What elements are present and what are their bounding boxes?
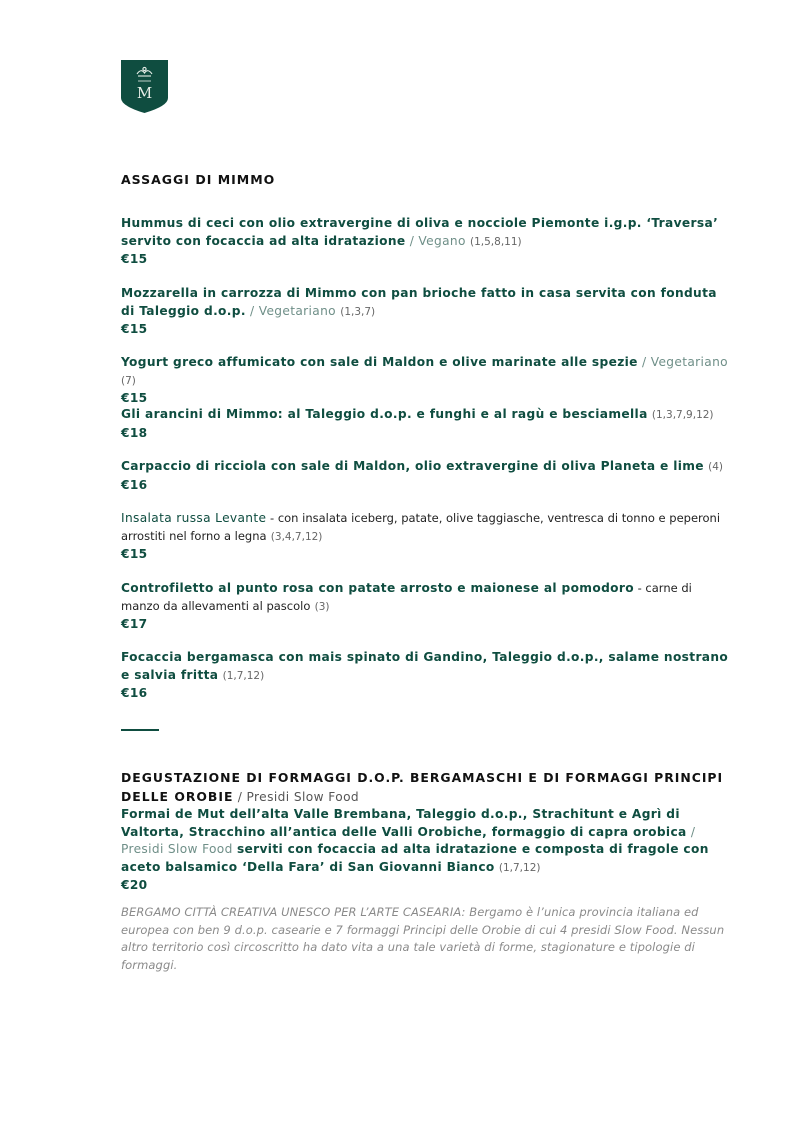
dish-allergens: (1,3,7,9,12): [651, 409, 714, 421]
section-divider: [121, 729, 159, 731]
dish-price: €16: [121, 686, 148, 700]
cheese-list-tag: / Presidi Slow Food: [121, 824, 696, 856]
dish-allergens: (4): [708, 461, 724, 473]
dish-name: Mozzarella in carrozza di Mimmo con pan brioche fatto in casa servita con fonduta di Taleggio d.o.p.: [121, 286, 717, 318]
dish-name: Gli arancini di Mimmo: al Taleggio d.o.p. e funghi e al ragù e besciamella: [121, 407, 648, 421]
menu-item: [121, 285, 731, 339]
dish-name: Carpaccio di ricciola con sale di Maldon, olio extravergine di oliva Planeta e lime: [121, 459, 704, 473]
menu-item: [121, 458, 731, 494]
cheese-title-tag: / Presidi Slow Food: [233, 789, 360, 804]
dish-allergens: (1,5,8,11): [470, 235, 522, 248]
shield-logo-icon: [121, 60, 168, 113]
cheese-tasting: [121, 769, 731, 895]
cheese-list: Formai de Mut dell’alta Valle Brembana, Taleggio d.o.p., Strachitunt e Agrì di Valtorta, Stracchino all’antica delle Valli Orobiche, formaggio di capra orobica: [121, 807, 687, 839]
cheese-price: €20: [121, 878, 148, 892]
dish-name: Focaccia bergamasca con mais spinato di Gandino, Taleggio d.o.p., salame nostrano e salvia fritta: [121, 650, 729, 682]
unesco-note: BERGAMO CITTÀ CREATIVA UNESCO PER L’ARTE CASEARIA: Bergamo è l’unica provincia italiana ed europea con ben 9 d.o.p. casearie e 7 formaggi Principi delle Orobie di cui 4 presidi Slow Food. Nessun altro territorio così circoscritto ha dato vita a una tale varietà di forme, stagionature e tipologie di formaggi.: [121, 905, 725, 972]
menu-item: [121, 580, 731, 634]
menu-item: [121, 406, 731, 442]
logo-monogram: M: [136, 84, 153, 102]
dish-tag: / Vegetariano: [245, 303, 336, 318]
cheese-title: DEGUSTAZIONE DI FORMAGGI D.O.P. BERGAMASCHI E DI FORMAGGI PRINCIPI DELLE OROBIE: [121, 770, 724, 804]
section-title: ASSAGGI DI MIMMO: [121, 172, 276, 187]
dish-allergens: (1,3,7): [340, 305, 376, 318]
dish-price: €15: [121, 322, 148, 336]
dish-name: Insalata russa Levante: [121, 511, 267, 525]
dish-description: - con insalata iceberg, patate, olive taggiasche, ventresca di tonno e peperoni arrostiti nel forno a legna: [121, 511, 721, 543]
dish-price: €15: [121, 547, 148, 561]
dish-price: €18: [121, 425, 148, 440]
dish-price: €15: [121, 252, 148, 266]
dish-tag: / Vegetariano: [637, 355, 728, 369]
dish-tag: / Vegano: [405, 233, 466, 248]
menu-item: [121, 649, 731, 703]
cheese-allergens: (1,7,12): [498, 861, 541, 874]
menu-item: [121, 215, 731, 269]
cheese-serving: serviti con focaccia ad alta idratazione e composta di fragole con aceto balsamico ‘Della Fara’ di San Giovanni Bianco: [121, 842, 709, 874]
dish-name: Hummus di ceci con olio extravergine di oliva e nocciole Piemonte i.g.p. ‘Traversa’ servito con focaccia ad alta idratazione: [121, 216, 719, 248]
dish-allergens: (3,4,7,12): [270, 530, 323, 543]
dish-price: €16: [121, 477, 148, 492]
dish-allergens: (3): [314, 600, 330, 613]
dish-name: Controfiletto al punto rosa con patate arrosto e maionese al pomodoro: [121, 581, 634, 595]
dish-name: Yogurt greco affumicato con sale di Maldon e olive marinate alle spezie: [121, 355, 638, 369]
menu-item: [121, 510, 731, 564]
dish-price: €17: [121, 617, 148, 631]
dish-price: €15: [121, 391, 148, 405]
menu-item: [121, 354, 731, 408]
dish-allergens: (1,7,12): [222, 669, 265, 682]
dish-allergens: (7): [121, 374, 136, 387]
dish-description: - carne di manzo da allevamenti al pascolo: [121, 581, 692, 613]
